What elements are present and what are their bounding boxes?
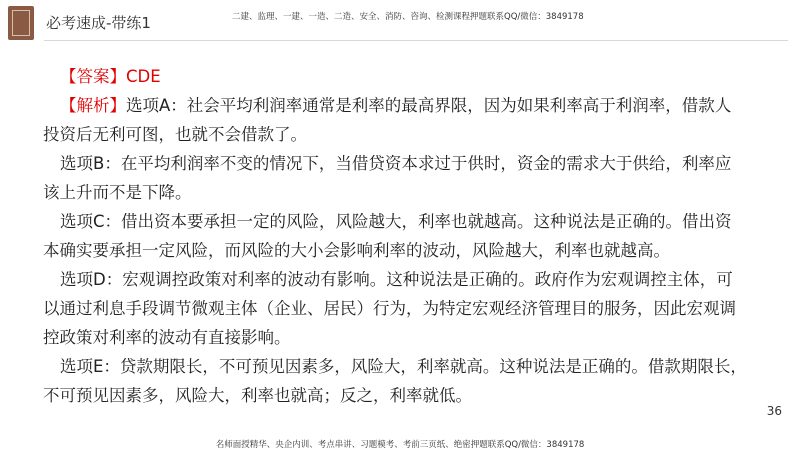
answer-label: 【答案】 [60,67,126,86]
option-b-line-2: 该上升而不是下降。 [43,183,192,202]
option-d-line-2: 以通过利息手段调节微观主体（企业、居民）行为，为特定宏观经济管理目的服务，因此宏观调 [43,299,736,318]
course-title: 必考速成-带练1 [46,14,151,32]
option-c-line-2: 本确实要承担一定风险，而风险的大小会影响利率的波动，风险越大，利率也就越高。 [43,241,670,260]
header-divider [44,40,788,41]
analysis-label: 【解析】 [60,96,126,115]
option-a-paragraph [60,91,772,120]
header-contact-info: 二建、监理、一建、一造、二造、安全、消防、咨询、检测课程押题联系QQ/微信：3849178 [232,12,584,22]
option-a-line-1: 选项A：社会平均利润率通常是利率的最高界限，因为如果利率高于利润率，借款人 [126,96,732,115]
option-c-line-1: 选项C：借出资本要承担一定的风险，风险越大，利率也就越高。这种说法是正确的。借出资 [60,212,732,231]
option-a-line-2: 投资后无利可图，也就不会借款了。 [43,125,307,144]
answer-value: CDE [126,67,161,86]
publisher-logo-icon [8,6,34,40]
answer-explanation [43,62,772,410]
footer-contact-info: 名师面授精华、央企内训、考点串讲、习题模考、考前三页纸、绝密押题联系QQ/微信：3849178 [215,440,585,450]
page-number: 36 [766,404,782,418]
option-d-line-3: 控政策对利率的波动有直接影响。 [43,328,291,347]
option-d-line-1: 选项D：宏观调控政策对利率的波动有影响。这种说法是正确的。政府作为宏观调控主体，可 [60,270,733,289]
option-e-line-2: 不可预见因素多，风险大，利率也就高；反之，利率就低。 [43,386,472,405]
option-b-line-1: 选项B：在平均利润率不变的情况下，当借贷资本求过于供时，资金的需求大于供给，利率应 [60,154,732,173]
option-e-line-1: 选项E：贷款期限长，不可预见因素多，风险大，利率就高。这种说法是正确的。借款期限长， [60,357,747,376]
page-header [0,0,800,44]
answer-line [60,62,772,91]
